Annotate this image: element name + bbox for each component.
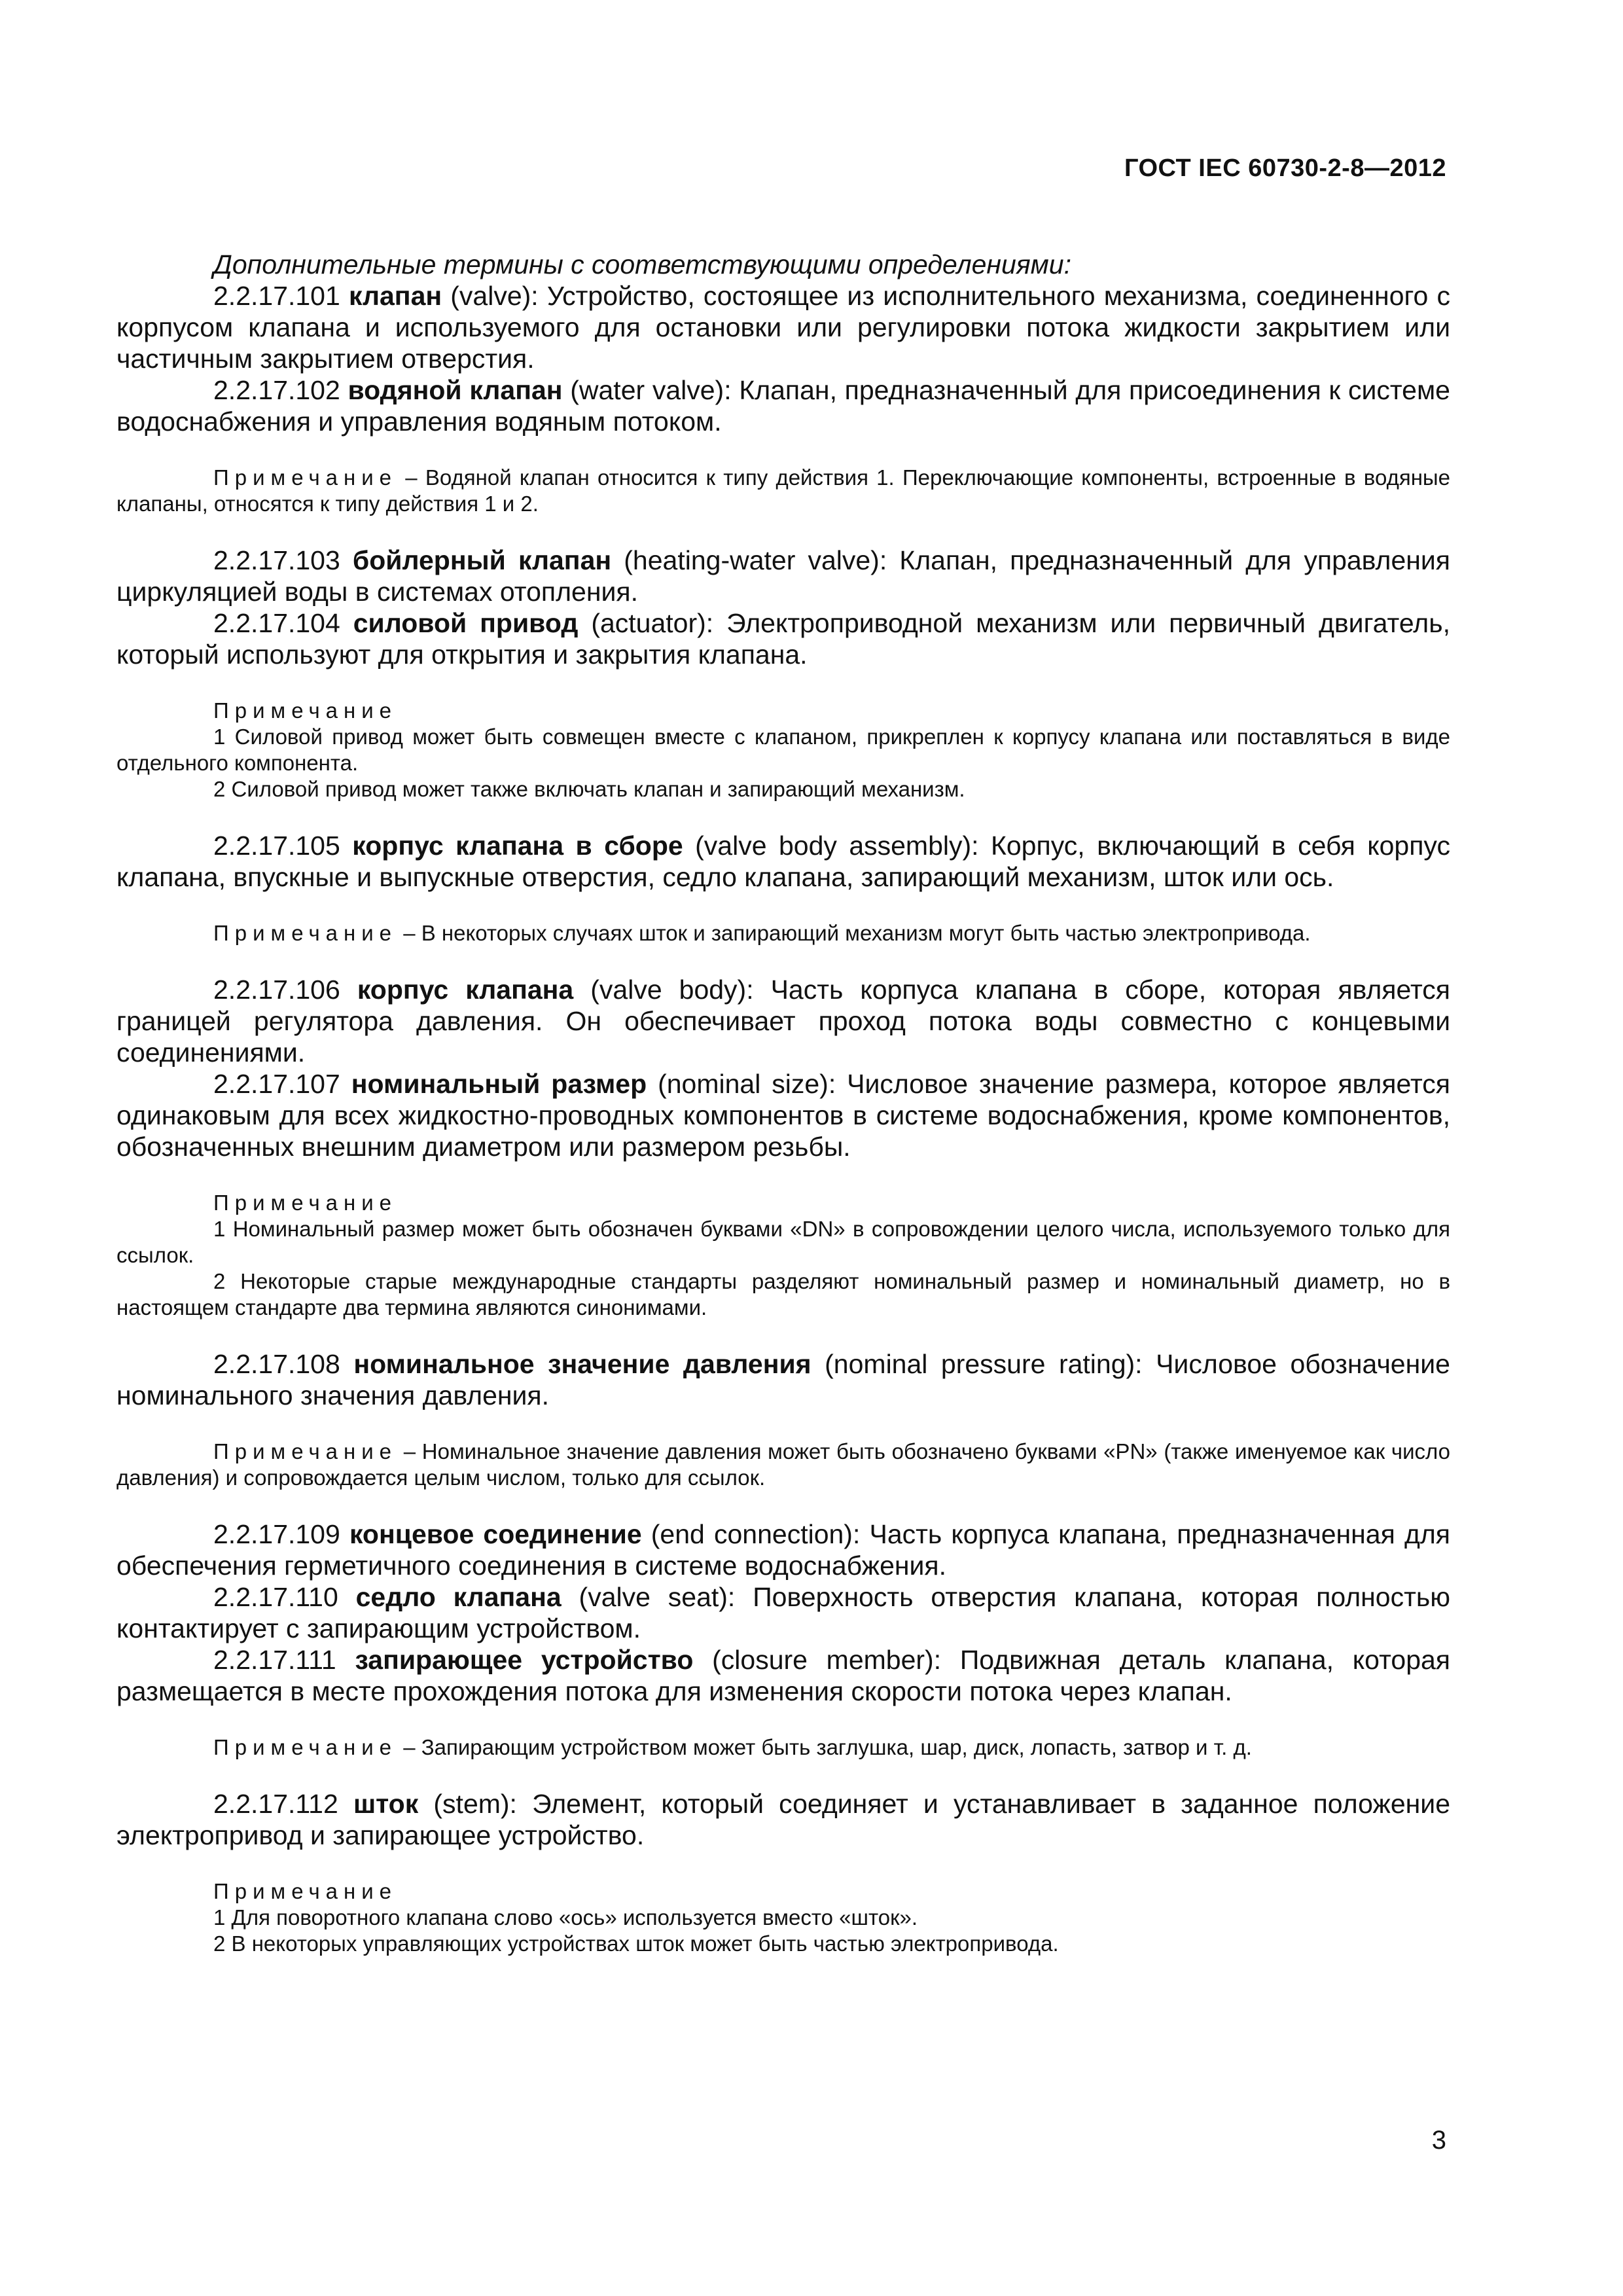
note-label: Примечание bbox=[213, 1735, 398, 1759]
term-name: клапан bbox=[348, 281, 442, 311]
note-label: Примечание bbox=[213, 1879, 398, 1903]
term-definition: Числовое обозначение номинального значения давления. bbox=[116, 1349, 1450, 1410]
term-number: 2.2.17.105 bbox=[213, 831, 340, 861]
note-heading bbox=[116, 1190, 1450, 1216]
term-number: 2.2.17.110 bbox=[213, 1582, 338, 1612]
note-text: – Номинальное значение давления может быть обозначено буквами «PN» (также именуемое как число давления) и сопровождается целым числом, только для ссылок. bbox=[116, 1439, 1450, 1490]
intro-text: Дополнительные термины с соответствующими определениями: bbox=[213, 249, 1071, 279]
term-definition: Часть корпуса клапана в сборе, которая является границей регулятора давления. Он обеспечивает проход потока воды совместно с концевыми соединениями. bbox=[116, 975, 1450, 1067]
term-number: 2.2.17.102 bbox=[213, 375, 340, 405]
term-number: 2.2.17.107 bbox=[213, 1069, 340, 1099]
term-entry bbox=[116, 545, 1450, 607]
term-entry bbox=[116, 1068, 1450, 1162]
note-text: – Запирающим устройством может быть заглушка, шар, диск, лопасть, затвор и т. д. bbox=[403, 1735, 1252, 1759]
term-name: шток bbox=[353, 1789, 419, 1819]
term-definition: Электроприводной механизм или первичный двигатель, который используют для открытия и закрытия клапана. bbox=[116, 608, 1450, 670]
term-definition: Подвижная деталь клапана, которая размещается в месте прохождения потока для изменения скорости потока через клапан. bbox=[116, 1645, 1451, 1706]
term-number: 2.2.17.106 bbox=[213, 975, 340, 1005]
term-name: номинальный размер bbox=[351, 1069, 647, 1099]
note-item: 2 Силовой привод может также включать клапан и запирающий механизм. bbox=[213, 777, 965, 801]
term-english: (closure member): bbox=[712, 1645, 942, 1675]
note-label: Примечание bbox=[213, 921, 398, 945]
term-number: 2.2.17.103 bbox=[213, 545, 340, 575]
term-english: (valve body): bbox=[590, 975, 754, 1005]
term-definition: Часть корпуса клапана, предназначенная для обеспечения герметичного соединения в системе водоснабжения. bbox=[116, 1519, 1450, 1581]
note-heading bbox=[116, 698, 1450, 724]
term-entry bbox=[116, 830, 1450, 893]
term-english: (valve): bbox=[450, 281, 539, 311]
term-definition: Клапан, предназначенный для присоединения к системе водоснабжения и управления водяным потоком. bbox=[116, 375, 1450, 437]
term-entry bbox=[116, 1788, 1450, 1851]
term-definition: Элемент, который соединяет и устанавливает в заданное положение электропривод и запирающее устройство. bbox=[116, 1789, 1450, 1850]
term-name: корпус клапана bbox=[357, 975, 574, 1005]
term-name: номинальное значение давления bbox=[353, 1349, 812, 1379]
page-number: 3 bbox=[1431, 2126, 1446, 2155]
note-item: 1 Номинальный размер может быть обозначен буквами «DN» в сопровождении целого числа, используемого только для ссылок. bbox=[116, 1217, 1450, 1267]
term-english: (stem): bbox=[433, 1789, 517, 1819]
note-label: Примечание bbox=[213, 1191, 398, 1215]
term-name: концевое соединение bbox=[349, 1519, 642, 1549]
term-number: 2.2.17.111 bbox=[213, 1645, 336, 1675]
term-english: (valve seat): bbox=[579, 1582, 736, 1612]
term-english: (nominal size): bbox=[658, 1069, 836, 1099]
term-name: седло клапана bbox=[355, 1582, 562, 1612]
document-body bbox=[116, 249, 1450, 1957]
term-english: (end connection): bbox=[651, 1519, 861, 1549]
term-definition: Корпус, включающий в себя корпус клапана, впускные и выпускные отверстия, седло клапана, запирающий механизм, шток или ось. bbox=[116, 831, 1450, 892]
term-name: бойлерный клапан bbox=[352, 545, 612, 575]
note bbox=[116, 1439, 1450, 1491]
note-label: Примечание bbox=[213, 1439, 398, 1463]
note-heading bbox=[116, 1878, 1450, 1905]
term-name: силовой привод bbox=[353, 608, 579, 638]
term-name: корпус клапана в сборе bbox=[352, 831, 683, 861]
term-english: (nominal pressure rating): bbox=[825, 1349, 1143, 1379]
term-number: 2.2.17.112 bbox=[213, 1789, 338, 1819]
note bbox=[116, 920, 1450, 946]
term-entry bbox=[116, 280, 1450, 374]
term-name: запирающее устройство bbox=[355, 1645, 694, 1675]
note-item: 2 Некоторые старые международные стандарты разделяют номинальный размер и номинальный диаметр, но в настоящем стандарте два термина являются синонимами. bbox=[116, 1269, 1450, 1319]
term-entry bbox=[116, 1644, 1450, 1707]
term-english: (heating-water valve): bbox=[624, 545, 887, 575]
term-english: (actuator): bbox=[591, 608, 714, 638]
term-entry bbox=[116, 974, 1450, 1068]
note-item: 1 Для поворотного клапана слово «ось» используется вместо «шток». bbox=[213, 1905, 918, 1929]
document-header: ГОСТ IEC 60730-2-8—2012 bbox=[1124, 154, 1446, 182]
term-definition: Числовое значение размера, которое является одинаковым для всех жидкостно-проводных компонентов в системе водоснабжения, кроме компонентов, обозначенных внешним диаметром или размером резьбы. bbox=[116, 1069, 1450, 1162]
note bbox=[116, 465, 1450, 517]
term-definition: Клапан, предназначенный для управления циркуляцией воды в системах отопления. bbox=[116, 545, 1450, 607]
term-english: (valve body assembly): bbox=[695, 831, 979, 861]
term-definition: Поверхность отверстия клапана, которая полностью контактирует с запирающим устройством. bbox=[116, 1582, 1450, 1643]
note-text: – В некоторых случаях шток и запирающий механизм могут быть частью электропривода. bbox=[403, 921, 1311, 945]
term-number: 2.2.17.104 bbox=[213, 608, 340, 638]
term-english: (water valve): bbox=[570, 375, 732, 405]
note bbox=[116, 1734, 1450, 1761]
term-entry bbox=[116, 374, 1450, 437]
note-item: 1 Силовой привод может быть совмещен вместе с клапаном, прикреплен к корпусу клапана или поставляться в виде отдельного компонента. bbox=[116, 725, 1450, 775]
term-entry bbox=[116, 1581, 1450, 1644]
note-item: 2 В некоторых управляющих устройствах шток может быть частью электропривода. bbox=[213, 1931, 1059, 1956]
term-number: 2.2.17.109 bbox=[213, 1519, 340, 1549]
note-label: Примечание bbox=[213, 698, 398, 723]
term-definition: Устройство, состоящее из исполнительного механизма, соединенного с корпусом клапана и используемого для остановки или регулировки потока жидкости закрытием или частичным закрытием отверстия. bbox=[116, 281, 1450, 374]
term-entry bbox=[116, 1348, 1450, 1411]
note-label: Примечание bbox=[213, 465, 398, 490]
term-number: 2.2.17.101 bbox=[213, 281, 340, 311]
term-entry bbox=[116, 607, 1450, 670]
term-number: 2.2.17.108 bbox=[213, 1349, 340, 1379]
term-name: водяной клапан bbox=[348, 375, 563, 405]
note-text: – Водяной клапан относится к типу действия 1. Переключающие компоненты, встроенные в водяные клапаны, относятся к типу действия 1 и 2. bbox=[116, 465, 1450, 516]
term-entry bbox=[116, 1518, 1450, 1581]
